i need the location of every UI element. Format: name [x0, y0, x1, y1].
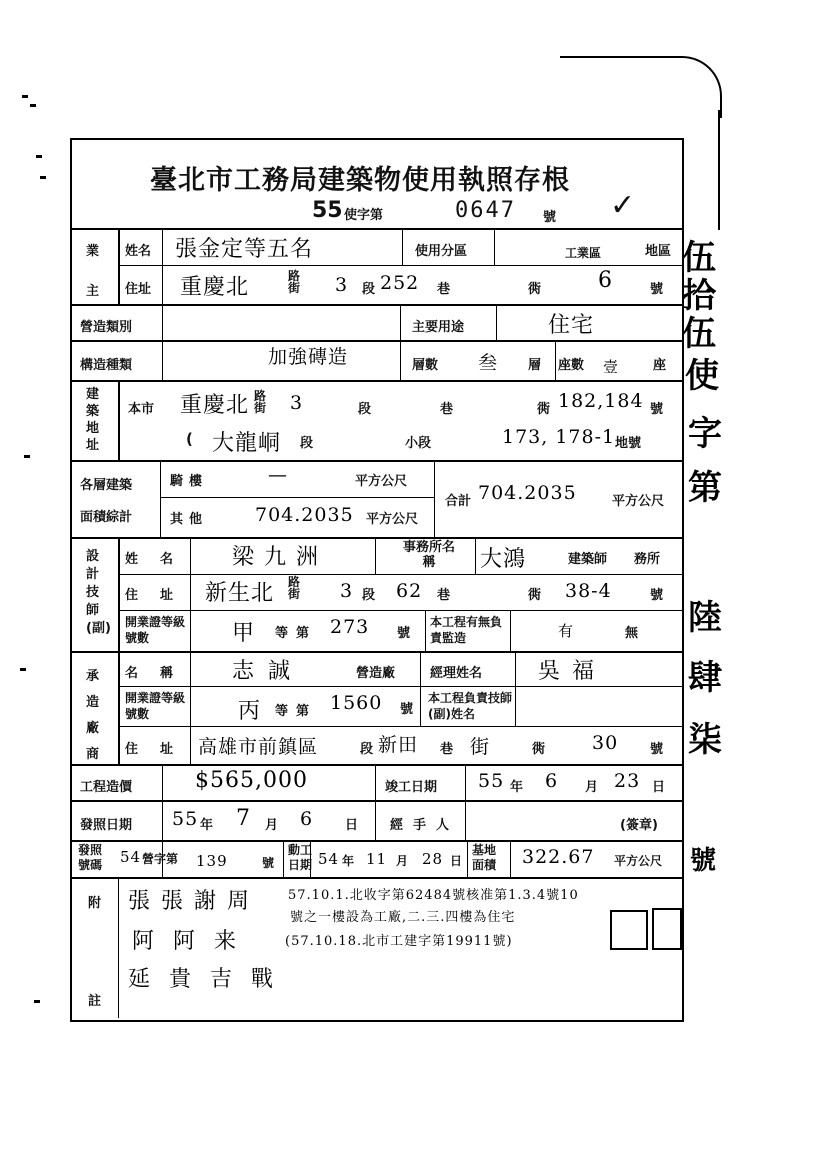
rule-7 [160, 497, 434, 498]
floors-label: 層數 [412, 358, 439, 373]
col-manager [420, 651, 421, 726]
contractor-label: 承造廠商 [86, 669, 100, 762]
side-char-3: 伍 [682, 314, 716, 354]
side-char-5: 字 [688, 414, 722, 454]
zone-suffix: 地區 [645, 244, 672, 259]
location-lane-unit: 巷 [440, 402, 454, 417]
designer-section: 3 [340, 580, 354, 602]
page-right-edge [718, 110, 720, 230]
location-road: 重慶北 [180, 393, 250, 418]
handler-label: 經手人 [390, 818, 460, 833]
rule-13 [118, 726, 682, 727]
supervise-label: 本工程有無負責監造 [430, 615, 503, 645]
paren-open: ( [186, 430, 193, 448]
scan-mark-5 [24, 455, 30, 458]
zone-label: 使用分區 [415, 244, 468, 259]
count-unit: 座 [653, 358, 667, 373]
start-year-unit: 年 [342, 854, 355, 868]
designer-alley-unit: 衖 [528, 588, 542, 603]
license-label: 發照號碼 [78, 843, 103, 872]
location-subsection-label: 小段 [405, 436, 432, 451]
contractor-district: 新田 [378, 734, 419, 756]
col-area [160, 460, 161, 537]
rule-5 [70, 380, 682, 382]
construction-type-label: 營造類別 [80, 320, 133, 335]
base-value: 322.67 [522, 846, 595, 868]
designer-cert-no: 273 [330, 616, 370, 638]
remarks-names-2: 阿 阿 来 [132, 929, 242, 954]
contractor-cert-label: 開業證等級號數 [125, 691, 186, 721]
side-char-7: 陸 [688, 598, 722, 638]
contractor-cert-grade: 丙 [238, 699, 262, 724]
start-year: 54 [318, 850, 340, 868]
contractor-alley-unit: 衖 [532, 742, 546, 757]
start-month: 11 [366, 850, 388, 868]
rule-8 [70, 537, 682, 539]
col-owner-name [162, 228, 163, 304]
location-district-unit: 段 [300, 436, 314, 451]
issue-label: 發照日期 [80, 818, 133, 833]
location-section: 3 [290, 392, 304, 414]
contractor-address-label: 住址 [125, 742, 196, 757]
issue-year: 55 [172, 808, 199, 830]
owner-road-label: 路街 [288, 269, 301, 295]
col-remarks [118, 877, 119, 1018]
designer-cert-grade: 甲 [232, 621, 256, 646]
supervise-suffix: 無 [625, 626, 639, 641]
col-zone2 [494, 228, 495, 265]
scan-mark-3 [36, 155, 42, 158]
sign-label: (簽章) [620, 818, 658, 833]
cost-label: 工程造價 [80, 780, 133, 795]
col-supervise2 [510, 610, 511, 651]
arcade-value: — [268, 464, 288, 486]
location-no-unit: 號 [650, 402, 664, 417]
location-no: 182,184 [558, 390, 644, 412]
scan-mark-4 [40, 176, 46, 179]
manager-name: 吳福 [538, 659, 607, 684]
location-lot-unit: 地號 [615, 436, 642, 451]
designer-no-unit: 號 [650, 588, 664, 603]
designer-name: 梁九洲 [232, 545, 329, 570]
contractor-lane: 街 [470, 736, 491, 758]
designer-road-label: 路街 [288, 575, 301, 601]
structure-label: 構造種類 [80, 358, 133, 373]
col-type [162, 304, 163, 380]
owner-section-label-1: 業 [86, 244, 100, 259]
col-designer [118, 537, 120, 764]
contractor-cert-suffix: 號 [400, 702, 414, 717]
side-char-9: 柒 [688, 720, 722, 760]
issue-day: 6 [300, 808, 314, 830]
scan-mark-2 [30, 104, 36, 107]
seal-stamp-1 [610, 910, 648, 950]
col-base [467, 840, 468, 877]
contractor-cert-no: 1560 [330, 692, 383, 714]
location-section-unit: 段 [358, 402, 372, 417]
owner-no: 6 [598, 268, 613, 293]
done-year-unit: 年 [510, 780, 524, 795]
side-char-8: 肆 [688, 658, 722, 698]
rule-10 [118, 610, 682, 611]
contractor-cert-mid: 等第 [275, 704, 318, 719]
designer-cert-label: 開業證等級號數 [125, 615, 186, 645]
issue-day-unit: 日 [345, 818, 359, 833]
col-purpose [400, 304, 401, 380]
designer-road: 新生北 [205, 581, 275, 606]
owner-no-unit: 號 [650, 282, 664, 297]
start-day-unit: 日 [450, 854, 463, 868]
floors-value: 叁 [478, 352, 499, 374]
permit-number: 0647 [455, 198, 516, 223]
base-label: 基地面積 [472, 843, 497, 872]
total-unit: 平方公尺 [612, 494, 665, 509]
rule-12 [118, 686, 682, 687]
zone-value: 工業區 [565, 246, 602, 260]
office-suffix2: 務所 [634, 552, 661, 567]
remarks-note-3: (57.10.18.北市工建字第19911號) [285, 934, 513, 949]
remarks-label-top: 附 [88, 896, 102, 911]
col-section [118, 228, 120, 304]
scan-mark-6 [20, 668, 26, 671]
office-name: 大鴻 [480, 547, 527, 572]
owner-name: 張金定等五名 [175, 237, 314, 262]
col-zone [402, 228, 403, 265]
total-label: 合計 [445, 494, 472, 509]
permit-suffix: 號 [543, 210, 557, 225]
done-day: 23 [614, 770, 641, 792]
scan-mark-7 [34, 1000, 40, 1003]
cost-value: $565,000 [195, 768, 308, 793]
designer-no: 38-4 [565, 580, 612, 602]
page-edge-curve [560, 56, 722, 118]
contractor-district-unit: 段 [360, 742, 374, 757]
col-office2 [475, 537, 476, 574]
tech-label: 本工程負責技師(副)姓名 [428, 691, 513, 721]
office-label: 事務所名稱 [402, 540, 455, 570]
count-label: 座數 [558, 358, 585, 373]
permit-year: 55 [312, 198, 343, 223]
remarks-names-1: 張 張 謝 周 [128, 889, 251, 914]
owner-section-unit: 段 [362, 282, 376, 297]
owner-name-label: 姓名 [125, 244, 152, 259]
owner-alley-unit: 衖 [528, 282, 542, 297]
designer-cert-suffix: 號 [397, 626, 411, 641]
remarks-note-2: 號之一樓設為工廠,二.三.四樓為住宅 [290, 910, 516, 925]
side-char-2: 拾 [682, 276, 716, 316]
done-month-unit: 月 [585, 780, 599, 795]
owner-lane: 252 [380, 272, 420, 294]
issue-year-unit: 年 [200, 818, 214, 833]
manager-label: 經理姓名 [430, 666, 483, 681]
col-supervise [425, 610, 426, 651]
purpose-label: 主要用途 [412, 320, 465, 335]
col-area-mid [434, 460, 435, 537]
side-char-6: 第 [688, 468, 722, 508]
start-label: 動工日期 [288, 843, 313, 872]
seal-stamp-2 [652, 908, 682, 950]
arcade-label: 騎樓 [170, 474, 209, 489]
owner-road: 重慶北 [180, 275, 250, 300]
location-district: 大龍峒 [212, 431, 282, 456]
designer-lane-unit: 巷 [437, 588, 451, 603]
side-char-4: 使 [685, 356, 719, 396]
rule-2 [118, 265, 682, 266]
contractor-no: 30 [592, 732, 619, 754]
designer-name-label: 姓名 [125, 552, 196, 567]
other-value: 704.2035 [255, 504, 354, 526]
col-floors2 [555, 340, 556, 380]
location-label: 建築地址 [86, 387, 100, 453]
remarks-label-bottom: 註 [88, 994, 102, 1009]
start-day: 28 [422, 850, 444, 868]
contractor-name-label: 名稱 [125, 666, 196, 681]
factory-label: 營造廠 [356, 666, 396, 681]
permit-label: 使字第 [344, 208, 384, 223]
owner-address-label: 住址 [125, 282, 152, 297]
rule-17 [70, 877, 682, 879]
col-start [283, 840, 284, 877]
office-suffix: 建築師 [568, 552, 608, 567]
side-char-1: 伍 [682, 238, 716, 278]
done-label: 竣工日期 [385, 780, 438, 795]
col-base2 [510, 840, 511, 877]
total-value: 704.2035 [478, 482, 577, 504]
license-mid: 營字第 [142, 852, 179, 866]
done-day-unit: 日 [652, 780, 666, 795]
rule-6 [70, 460, 682, 462]
scan-mark-1 [22, 95, 28, 98]
contractor-name: 志誠 [232, 659, 305, 684]
floors-unit: 層 [528, 358, 542, 373]
start-month-unit: 月 [396, 854, 409, 868]
issue-month-unit: 月 [265, 818, 279, 833]
done-year: 55 [478, 770, 505, 792]
count-value: 壹 [603, 358, 620, 376]
col-done2 [465, 764, 466, 840]
check-mark: ✓ [610, 188, 636, 223]
location-road-label: 路街 [254, 389, 267, 415]
issue-month: 7 [236, 806, 251, 831]
owner-lane-unit: 巷 [437, 282, 451, 297]
page-title: 臺北市工務局建築物使用執照存根 [150, 165, 570, 196]
contractor-lane-unit: 巷 [440, 742, 454, 757]
supervise-value: 有 [558, 622, 575, 640]
designer-section-unit: 段 [362, 588, 376, 603]
col-purpose2 [496, 304, 497, 340]
owner-section-label-2: 主 [86, 284, 100, 299]
side-char-10: 號 [690, 846, 717, 876]
contractor-no-unit: 號 [650, 742, 664, 757]
other-label: 其他 [170, 512, 209, 527]
purpose-value: 住宅 [548, 313, 595, 338]
done-month: 6 [545, 770, 559, 792]
area-label-2: 面積綜計 [80, 510, 133, 525]
location-lot: 173, 178-1 [502, 426, 616, 448]
remarks-names-3: 延 貴 吉 戰 [128, 967, 279, 992]
structure-value: 加強磚造 [268, 346, 349, 368]
rule-9 [118, 574, 682, 575]
license-no-suffix: 號 [262, 856, 275, 870]
col-done [375, 764, 376, 840]
area-label-1: 各層建築 [80, 478, 133, 493]
base-unit: 平方公尺 [614, 854, 663, 868]
owner-section: 3 [335, 274, 349, 296]
rule-11 [70, 651, 682, 653]
contractor-address: 高雄市前鎮區 [198, 736, 319, 758]
col-office [375, 537, 376, 574]
designer-address-label: 住址 [125, 588, 196, 603]
designer-lane: 62 [396, 580, 423, 602]
col-location [118, 380, 120, 460]
arcade-unit: 平方公尺 [355, 474, 408, 489]
license-prefix: 54 [120, 848, 142, 866]
location-alley-unit: 衖 [537, 402, 551, 417]
col-designer-lbl [190, 537, 191, 764]
license-no: 139 [196, 852, 228, 870]
other-unit: 平方公尺 [366, 512, 419, 527]
remarks-note-1: 57.10.1.北收字第62484號核准第1.3.4號10 [288, 888, 579, 903]
location-city: 本市 [128, 402, 155, 417]
designer-cert-mid: 等第 [275, 626, 318, 641]
designer-label: 設計技師(副) [86, 549, 111, 636]
